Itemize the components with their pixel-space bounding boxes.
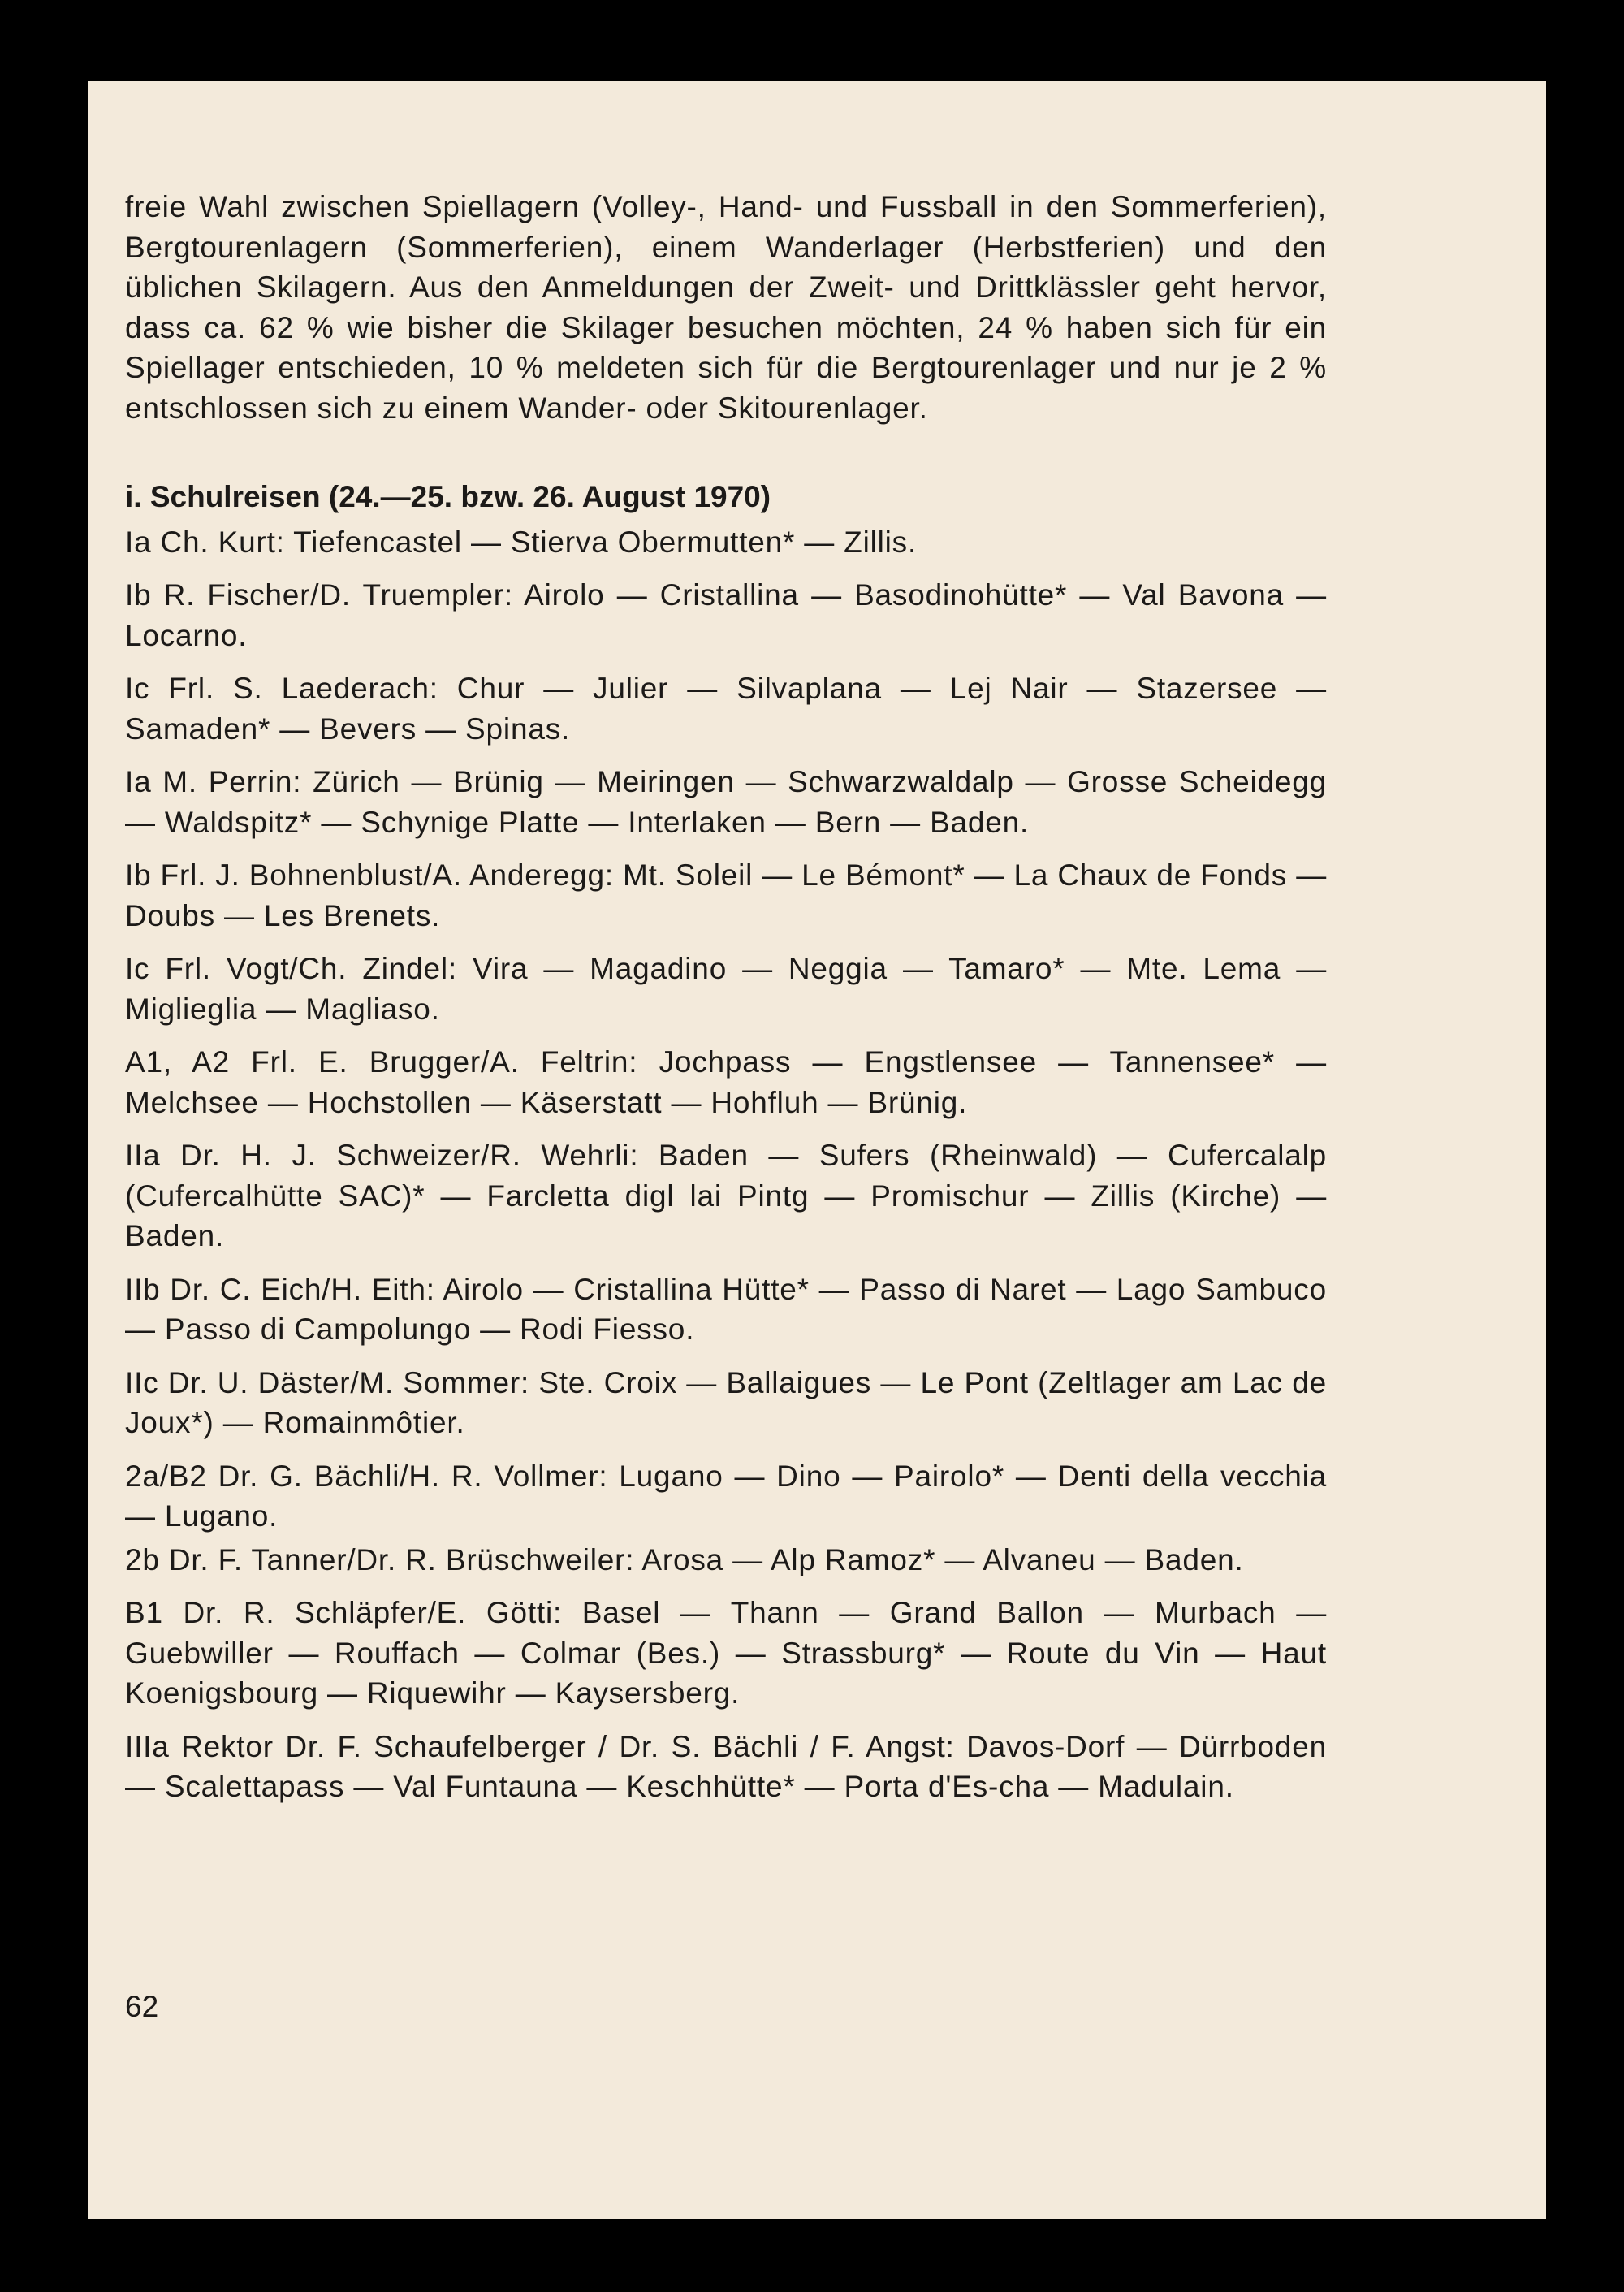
trip-entry-iia-schweizer: IIa Dr. H. J. Schweizer/R. Wehrli: Baden — Sufers (Rheinwald) — Cufercalalp (Cufercalhütte SAC)* — Farcletta digl lai Pintg — Promischur — Zillis (Kirche) — Baden. [125, 1139, 1327, 1252]
trip-entry-iib-eich: IIb Dr. C. Eich/H. Eith: Airolo — Cristallina Hütte* — Passo di Naret — Lago Sambuco — Passo di Campolungo — Rodi Fiesso. [125, 1272, 1327, 1346]
document-body [125, 187, 1327, 1820]
trip-entry-ib-bohnenblust: Ib Frl. J. Bohnenblust/A. Anderegg: Mt. Soleil — Le Bémont* — La Chaux de Fonds — Doubs — Les Brenets. [125, 858, 1327, 932]
trip-entry-iiia-schaufelberger: IIIa Rektor Dr. F. Schaufelberger / Dr. S. Bächli / F. Angst: Davos-Dorf — Dürrboden — Scalettapass — Val Funtauna — Keschhütte* — Porta d'Es-cha — Madulain. [125, 1729, 1327, 1803]
trip-entry-2a-b2-baechli: 2a/B2 Dr. G. Bächli/H. R. Vollmer: Lugano — Dino — Pairolo* — Denti della vecchia — Lugano. [125, 1459, 1327, 1533]
intro-paragraph-block [125, 187, 1327, 428]
trip-entry-ic-laederach: Ic Frl. S. Laederach: Chur — Julier — Silvaplana — Lej Nair — Stazersee — Samaden* — Bevers — Spinas. [125, 672, 1327, 746]
trip-entry-a1-a2-brugger: A1, A2 Frl. E. Brugger/A. Feltrin: Jochpass — Engstlensee — Tannensee* — Melchsee — Hochstollen — Käserstatt — Hohfluh — Brünig. [125, 1045, 1327, 1119]
trip-entry-2b-tanner: 2b Dr. F. Tanner/Dr. R. Brüschweiler: Arosa — Alp Ramoz* — Alvaneu — Baden. [125, 1542, 1244, 1576]
trip-list [125, 522, 1327, 1807]
trip-entry-iic-daester: IIc Dr. U. Däster/M. Sommer: Ste. Croix — Ballaigues — Le Pont (Zeltlager am Lac de Joux*) — Romainmôtier. [125, 1365, 1327, 1439]
trip-entry-ic-vogt: Ic Frl. Vogt/Ch. Zindel: Vira — Magadino — Neggia — Tamaro* — Mte. Lema — Miglieglia — Magliaso. [125, 952, 1327, 1026]
trip-entry-ia-perrin: Ia M. Perrin: Zürich — Brünig — Meiringen — Schwarzwaldalp — Grosse Scheidegg — Waldspitz* — Schynige Platte — Interlaken — Bern — Baden. [125, 765, 1327, 839]
trip-entry-b1-schlaepfer: B1 Dr. R. Schläpfer/E. Götti: Basel — Thann — Grand Ballon — Murbach — Guebwiller — Rouffach — Colmar (Bes.) — Strassburg* — Route du Vin — Haut Koenigsbourg — Riquewihr — Kaysersberg. [125, 1596, 1327, 1710]
section-heading: i. Schulreisen (24.—25. bzw. 26. August 1970) [125, 480, 771, 513]
trip-entry-ia-kurt: Ia Ch. Kurt: Tiefencastel — Stierva Obermutten* — Zillis. [125, 525, 918, 559]
trip-entry-ib-fischer: Ib R. Fischer/D. Truempler: Airolo — Cristallina — Basodinohütte* — Val Bavona — Locarno. [125, 578, 1327, 652]
intro-paragraph: freie Wahl zwischen Spiellagern (Volley-, Hand- und Fussball in den Sommerferien), Bergtourenlagern (Sommerferien), einem Wanderlager (Herbstferien) und den üblichen Skilagern. Aus den Anmeldungen der Zweit- und Drittklässler geht hervor, dass ca. 62 % wie bisher die Skilager besuchen möchten, 24 % haben sich für ein Spiellager entschieden, 10 % meldeten sich für die Bergtourenlager und nur je 2 % entschlossen sich zu einem Wander- oder Skitourenlager. [125, 190, 1327, 425]
page-number: 62 [125, 1990, 159, 2023]
